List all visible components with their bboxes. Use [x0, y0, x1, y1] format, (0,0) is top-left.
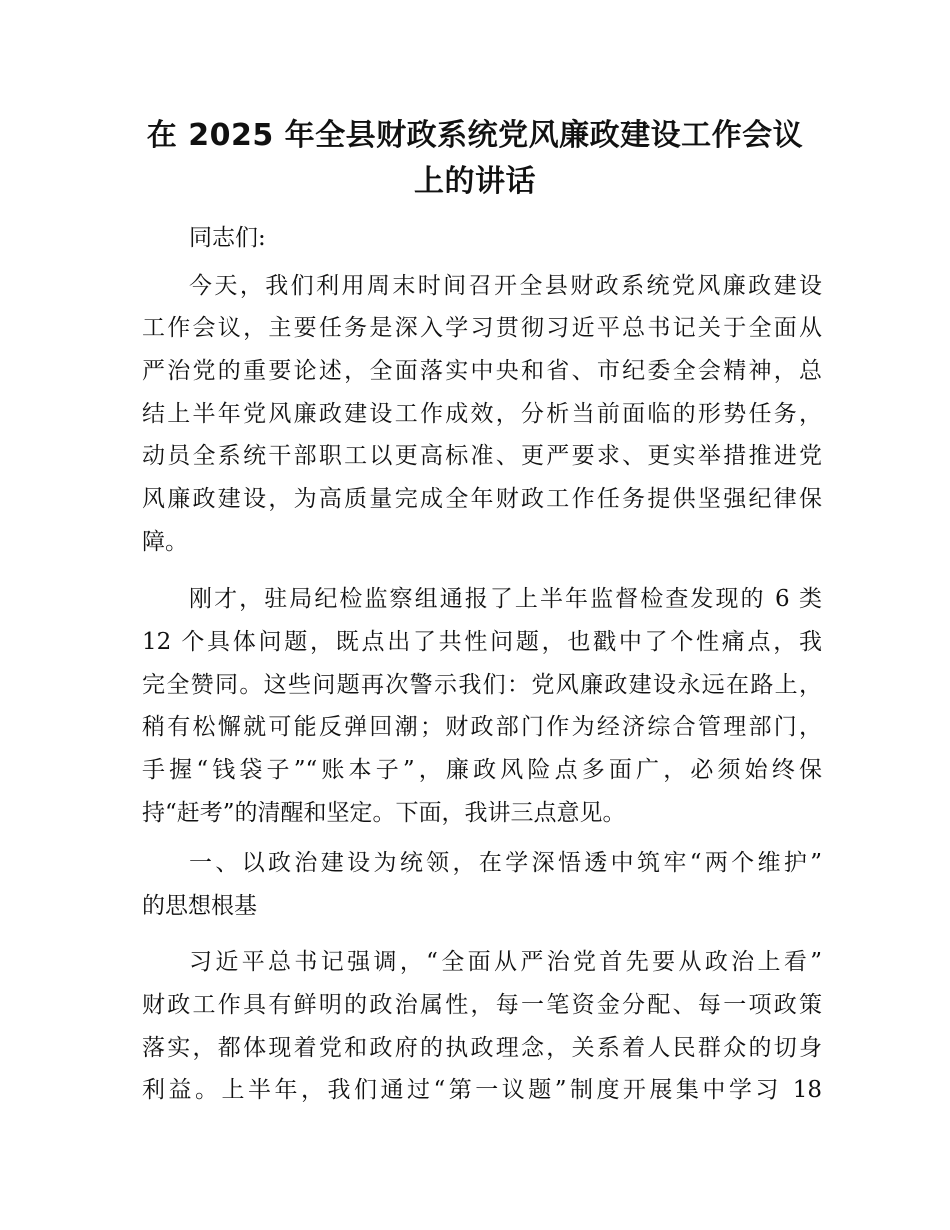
- paragraph-1-line: 风廉政建设，为高质量完成全年财政工作任务提供坚强纪律保: [142, 486, 822, 512]
- paragraph-1-line: 工作会议，主要任务是深入学习贯彻习近平总书记关于全面从: [142, 315, 822, 341]
- paragraph-3-line: 财政工作具有鲜明的政治属性，每一笔资金分配、每一项政策: [142, 992, 822, 1018]
- paragraph-3-line: 落实，都体现着党和政府的执政理念，关系着人民群众的切身: [142, 1035, 822, 1061]
- paragraph-2-line: 持“赶考”的清醒和坚定。下面，我讲三点意见。: [142, 800, 626, 826]
- paragraph-2-line: 刚才，驻局纪检监察组通报了上半年监督检查发现的 6 类: [189, 586, 822, 612]
- paragraph-3-line: 习近平总书记强调，“全面从严治党首先要从政治上看”: [189, 949, 822, 975]
- paragraph-1-line: 动员全系统干部职工以更高标准、更严要求、更实举措推进党: [142, 443, 822, 469]
- paragraph-2-line: 完全赞同。这些问题再次警示我们：党风廉政建设永远在路上，: [142, 672, 822, 698]
- paragraph-1-line: 障。: [142, 529, 188, 555]
- paragraph-2-line: 稍有松懈就可能反弹回潮；财政部门作为经济综合管理部门，: [142, 714, 822, 740]
- paragraph-2-line: 12 个具体问题，既点出了共性问题，也戳中了个性痛点，我: [142, 629, 822, 655]
- paragraph-1-line: 今天，我们利用周末时间召开全县财政系统党风廉政建设: [189, 273, 822, 299]
- document-title-line-2: 上的讲话: [414, 164, 536, 199]
- paragraph-1-line: 严治党的重要论述，全面落实中央和省、市纪委全会精神，总: [142, 358, 822, 384]
- paragraph-1-line: 结上半年党风廉政建设工作成效，分析当前面临的形势任务，: [142, 401, 822, 427]
- section-heading-1-line: 一、以政治建设为统领，在学深悟透中筑牢“两个维护”: [189, 850, 822, 876]
- section-heading-1-line: 的思想根基: [142, 893, 257, 919]
- salutation: 同志们:: [189, 225, 266, 251]
- paragraph-3-line: 利益。上半年，我们通过“第一议题”制度开展集中学习 18: [142, 1077, 822, 1103]
- paragraph-2-line: 手握“钱袋子”“账本子”，廉政风险点多面广，必须始终保: [142, 757, 822, 783]
- document-title-line-1: 在 2025 年全县财政系统党风廉政建设工作会议: [146, 118, 804, 153]
